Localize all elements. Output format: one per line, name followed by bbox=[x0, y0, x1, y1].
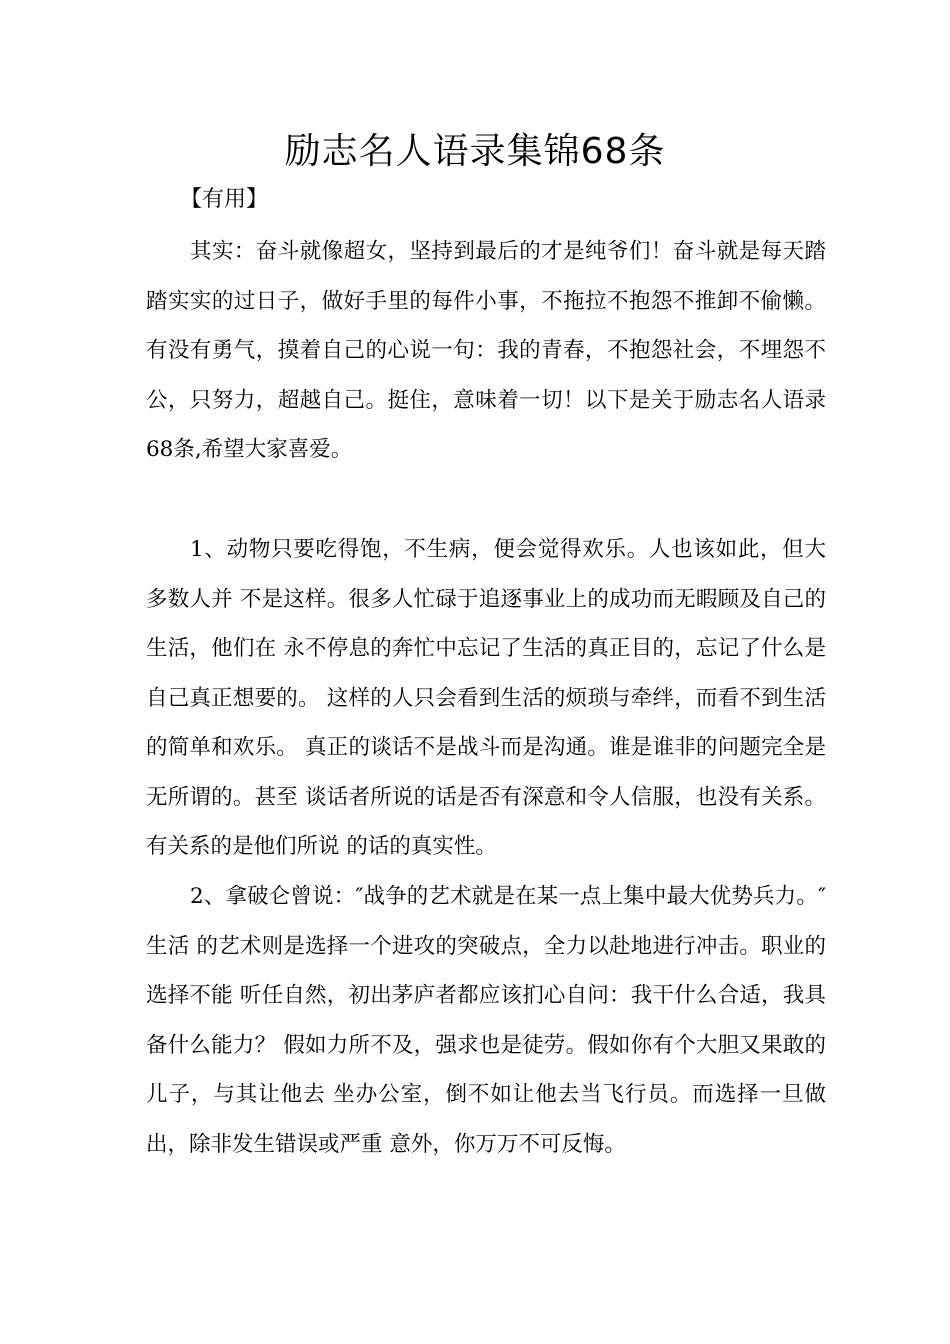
quote-paragraph-2: 2、拿破仑曾说：″战争的艺术就是在某一点上集中最大优势兵力。″生活 的艺术则是选择一个进攻的突破点，全力以赴地进行冲击。职业的选择不能 听任自然，初出茅庐者都应该扪心自问：我干什么合适，我具备什么能力？ 假如力所不及，强求也是徒劳。假如你有个大胆又果敢的儿子，与其让他去 坐办公室，倒不如让他去当飞行员。而选择一旦做出，除非发生错误或严重 意外，你万万不可反悔。 bbox=[146, 884, 826, 1157]
intro-paragraph: 其实：奋斗就像超女，坚持到最后的才是纯爷们！奋斗就是每天踏踏实实的过日子，做好手里的每件小事，不拖拉不抱怨不推卸不偷懒。有没有勇气，摸着自己的心说一句：我的青春，不抱怨社会，不埋怨不公，只努力，超越自己。挺住，意味着一切！以下是关于励志名人语录68条,希望大家喜爱。 bbox=[146, 239, 826, 462]
document-title: 励志名人语录集锦68条 bbox=[284, 131, 666, 172]
document-tag: 【有用】 bbox=[180, 187, 269, 212]
quote-paragraph-1: 1、动物只要吃得饱，不生病，便会觉得欢乐。人也该如此，但大多数人并 不是这样。很多人忙碌于追逐事业上的成功而无暇顾及自己的生活，他们在 永不停息的奔忙中忘记了生活的真正目的，忘记了什么是自己真正想要的。 这样的人只会看到生活的烦琐与牵绊，而看不到生活的简单和欢乐。 真正的谈话不是战斗而是沟通。谁是谁非的问题完全是无所谓的。甚至 谈话者所说的话是否有深意和令人信服，也没有关系。有关系的是他们所说 的话的真实性。 bbox=[146, 537, 826, 859]
